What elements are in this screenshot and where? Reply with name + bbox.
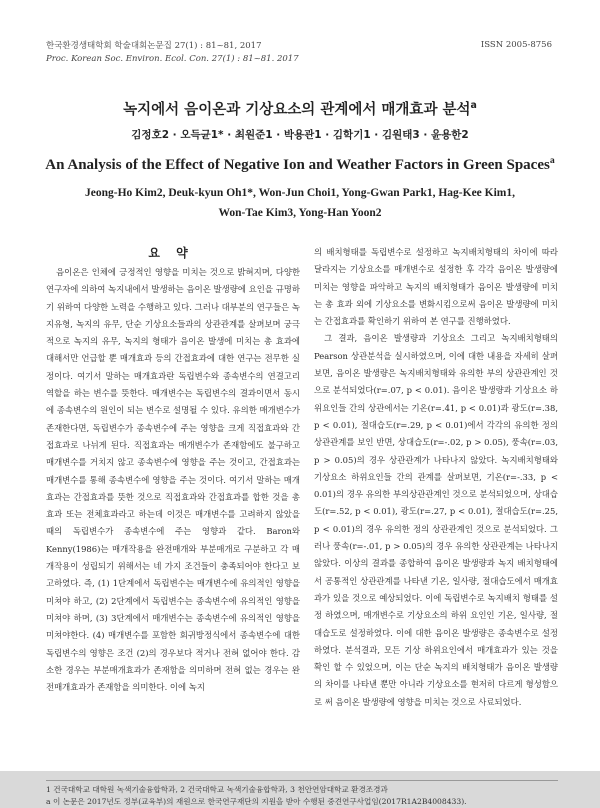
paper-title-en-text: An Analysis of the Effect of Negative Ion and Weather Factors in Green Spaces — [45, 157, 550, 173]
paper-title-ko — [0, 98, 600, 119]
journal-citation-en: Proc. Korean Soc. Environ. Ecol. Con. 27(1) : 81~81. 2017 — [46, 54, 299, 64]
title-en-footnote-mark: a — [549, 155, 555, 166]
issn: ISSN 2005-8756 — [480, 40, 552, 50]
abstract-paragraph: 음이온은 인체에 긍정적인 영향을 미치는 것으로 밝혀지며, 다양한 연구자에 의하여 녹지내에서 발생하는 음이온 발생량에 요인을 규명하기 위하여 다양한 노력을 수행하고 있다. 그러나 대부분의 연구들은 녹지유형, 녹지의 유무, 단순 기상요소들과의 상관관계를 살펴보며 궁극적으로 녹지의 유무, 녹지의 형태가 음이온 발생에 미치는 총 효과에 대해서만 언급할 뿐 매개효과 등의 간접효과에 대한 연구는 전무한 실정이다. 여기서 말하는 매개효과란 독립변수와 종속변수의 연결고리 역할을 하는 변수를 뜻한다. 매개변수는 독립변수의 결과이면서 동시에 종속변수의 원인이 되는 변수로 설명될 수 있다. 유의한 매개변수가 존재한다면, 독립변수가 종속변수에 주는 영향을 크게 직접효과와 간접효과로 나뉘게 된다. 직접효과는 매개변수가 존재함에도 불구하고 매개변수를 거치지 않고 종속변수에 영향을 주는 것이고, 간접효과는 매개변수를 통해 종속변수에 영향을 주는 것이다. 여기서 말하는 매개효과는 간접효과를 뜻한 것으로 직접효과와 간접효과를 합한 것을 총 효과 또는 전체효과라고 하는데 이것은 매개변수를 고려하지 않았을 때의 독립변수가 종속변수에 주는 영향과 같다. Baron와 Kenny(1986)는 매개작용을 완전매개와 부분매개로 구분하고 각 매개작용이 성립되기 위해서는 네 가지 조건들이 충족되어야 한다고 보고하였다. 즉, (1) 1단계에서 독립변수는 매개변수에 유의적인 영향을 미쳐야 하고, (2) 2단계에서 독립변수는 종속변수에 유의적인 영향을 미쳐야 하며, (3) 3단계에서 매개변수는 종속변수에 유의적인 영향을 미쳐야한다. (4) 매개변수를 포함한 회귀방정식에서 종속변수에 대한 독립변수의 영향은 조건 (2)의 경우보다 적거나 전혀 없어야 한다. 감소한 경우는 부분매개효과가 존재함을 의미하며 전혀 없는 경우는 완전매개효과가 존재함을 의미한다. 이에 녹지 — [46, 267, 300, 693]
abstract-paragraph: 의 배치형태를 독립변수로 설정하고 녹지배치형태의 차이에 따라 달라지는 기상요소를 매개변수로 설정한 후 각각 음이온 발생량에 미치는 영향을 파악하고 녹지의 배치형태가 음이온 발생량에 미치는 총 효과 외에 기상요소를 변화시킴으로써 음이온 발생량에 미치는 간접효과를 확인하기 위하여 본 연구를 진행하였다. — [314, 247, 558, 327]
journal-header — [46, 40, 299, 66]
title-ko-footnote-mark: a — [470, 100, 477, 112]
authors-en-line1: Jeong-Ho Kim2, Deuk-kyun Oh1*, Won-Jun Choi1, Yong-Gwan Park1, Hag-Kee Kim1, — [84, 187, 516, 199]
authors-ko: 김정호2 · 오득균1* · 최원준1 · 박용관1 · 김학기1 · 김원태3 · 윤용한2 — [131, 129, 469, 141]
abstract-column-right — [314, 244, 558, 759]
abstract-column-left — [46, 264, 300, 759]
footnote-affiliations: 1 건국대학교 대학원 녹색기술융합학과, 2 건국대학교 녹색기술융합학과, 3 천안연암대학교 환경조경과 — [46, 785, 388, 794]
authors-en-line2: Won-Tae Kim3, Yong-Han Yoon2 — [218, 207, 382, 219]
paper-title-ko-text: 녹지에서 음이온과 기상요소의 관계에서 매개효과 분석 — [123, 102, 471, 118]
abstract-paragraph: 그 결과, 음이온 발생량과 기상요소 그리고 녹지배치형태의 Pearson 상관분석을 실시하였으며, 이에 대한 내용을 자세히 살펴보면, 음이온 발생량은 녹지배치형태와 유의한 부의 상관관계인 것으로 분석되었다(r=.07, p < 0.01). 음이온 발생량과 기상요소 하위요인들 간의 상관에서는 기온(r=.41, p < 0.01)과 광도(r=.38, p < 0.01), 절대습도(r=.29, p < 0.01)에서 각각의 유의한 정의 상관관계를 보인 반면, 상대습도(r=-.02, p > 0.05), 풍속(r=.03, p > 0.05)의 경우 상관관계가 나타나지 않았다. 녹지배치형태와 기상요소 하위요인들 간의 관계를 살펴보면, 기온(r=-.33, p < 0.01)의 경우 유의한 부의상관관계인 것으로 분석되었으며, 상대습도(r=.52, p < 0.01), 광도(r=.27, p < 0.01), 절대습도(r=.25, p < 0.01)의 경우 유의한 정의 상관관계인 것으로 분석되었다. 그러나 풍속(r=-.01, p > 0.05)의 경우 유의한 상관관계는 나타나지 않았다. 이상의 결과를 종합하여 음이온 발생량과 녹지 배치형태에서 공통적인 상관관계를 나타낸 기온, 일사량, 절대습도에서 매개효과가 있을 것으로 예상되었다. 이에 독립변수로 녹지배치 형태를 설정 하였으며, 매개변수로 기상요소의 하위 요인인 기온, 일사량, 절대습도로 설정하였다. 이에 대한 음이온 발생량은 종속변수로 설정하였다. 분석결과, 모든 기상 하위요인에서 매개효과가 있는 것을 확인 할 수 있었으며, 이는 단순 녹지의 배치형태가 음이온 발생량의 차이를 나타낸 뿐만 아니라 기상요소를 현저히 다르게 형성함으로 써 음이온 발생량에 영향을 미치는 것으로 사료되었다. — [314, 333, 558, 707]
footnote-funding: a 이 논문은 2017년도 정부(교육부)의 재원으로 한국연구재단의 지원을 받아 수행된 중견연구사업임(2017R1A2B4008433). — [46, 797, 467, 806]
footnotes — [46, 784, 467, 808]
authors-en — [60, 183, 540, 223]
abstract-heading: 요 약 — [148, 246, 194, 260]
footnote-divider — [46, 780, 558, 781]
paper-title-en — [0, 155, 600, 174]
journal-citation-ko: 한국환경생태학회 학술대회논문집 27(1) : 81~81, 2017 — [46, 41, 262, 51]
